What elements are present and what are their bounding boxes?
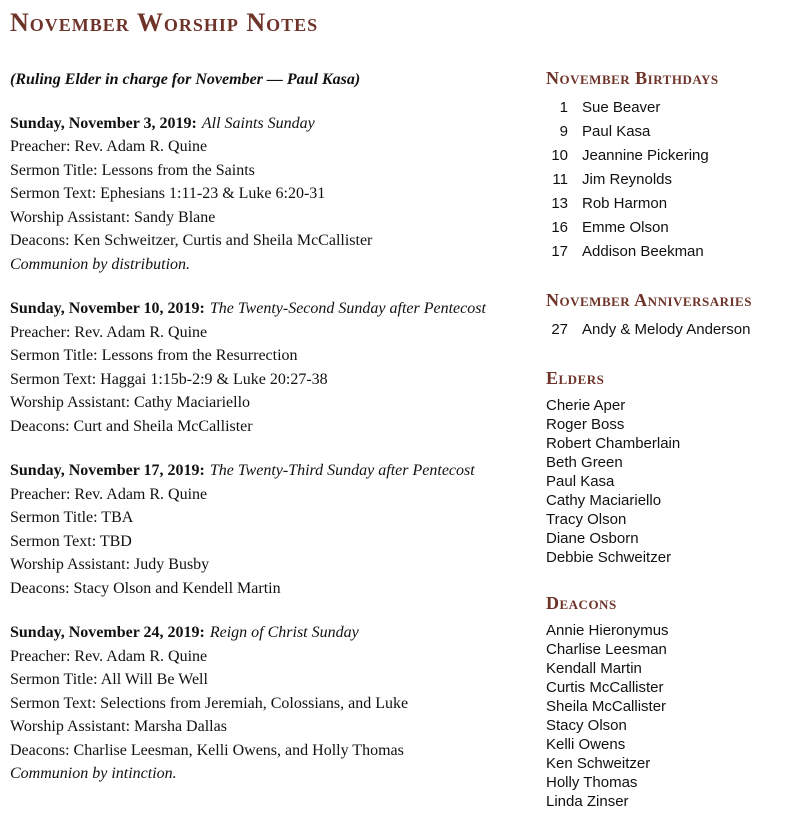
anniversary-name: Andy & Melody Anderson: [582, 321, 751, 338]
birthday-day: 16: [551, 219, 568, 236]
service-date: Sunday, November 3, 2019:: [10, 114, 197, 132]
deacons-section: [546, 593, 788, 811]
birthday-day: 1: [559, 99, 568, 116]
service-block-nov-3: [10, 112, 542, 277]
service-line-sermon-text: Sermon Text: Selections from Jeremiah, Colossians, and Luke: [10, 694, 409, 712]
deacon-name: Sheila McCallister: [546, 698, 667, 715]
elder-name: Beth Green: [546, 454, 623, 471]
elder-name: Cathy Maciariello: [546, 492, 662, 509]
service-header: [10, 297, 542, 321]
service-line-sermon-text: Sermon Text: Ephesians 1:11-23 & Luke 6:20-31: [10, 185, 326, 202]
service-line-sermon-title: Sermon Title: Lessons from the Resurrection: [10, 347, 298, 364]
deacon-name: Curtis McCallister: [546, 679, 664, 696]
service-block-nov-24: [10, 621, 542, 786]
birthday-row: [546, 192, 788, 216]
ruling-elder-note: (Ruling Elder in charge for November — Paul Kasa): [10, 71, 361, 88]
sidebar-column: [542, 68, 788, 819]
anniversaries-section: [546, 290, 788, 342]
page-title: November Worship Notes: [10, 8, 319, 37]
service-header: [10, 621, 542, 645]
elder-name: Diane Osborn: [546, 530, 639, 547]
service-line-sermon-title: Sermon Title: Lessons from the Saints: [10, 161, 255, 179]
service-title: The Twenty-Second Sunday after Pentecost: [209, 300, 486, 317]
deacon-name: Charlise Leesman: [546, 641, 667, 658]
elders-section: [546, 368, 788, 567]
communion-note: Communion by intinction.: [10, 765, 177, 782]
birthday-row: [546, 144, 788, 168]
service-date: Sunday, November 17, 2019:: [10, 462, 205, 479]
service-line-preacher: Preacher: Rev. Adam R. Quine: [10, 323, 208, 341]
birthday-day: 9: [559, 123, 568, 140]
elder-name: Robert Chamberlain: [546, 435, 681, 452]
anniversary-day: 27: [551, 321, 568, 338]
deacon-name: Linda Zinser: [546, 793, 629, 810]
birthdays-heading: November Birthdays: [546, 68, 719, 88]
birthday-row: [546, 216, 788, 240]
service-date: Sunday, November 24, 2019:: [10, 624, 205, 641]
service-line-preacher: Preacher: Rev. Adam R. Quine: [10, 647, 208, 665]
service-line-sermon-text: Sermon Text: TBD: [10, 532, 132, 550]
birthday-name: Sue Beaver: [582, 99, 661, 116]
birthday-day: 11: [552, 171, 568, 188]
elder-name: Paul Kasa: [546, 473, 615, 490]
service-block-nov-17: [10, 459, 542, 600]
deacons-heading: Deacons: [546, 593, 617, 613]
communion-note: Communion by distribution.: [10, 255, 191, 273]
service-line-sermon-title: Sermon Title: All Will Be Well: [10, 671, 208, 688]
anniversaries-heading: November Anniversaries: [546, 290, 752, 310]
birthday-name: Jeannine Pickering: [582, 147, 709, 164]
elders-heading: Elders: [546, 368, 605, 388]
birthday-row: [546, 240, 788, 264]
deacon-name: Ken Schweitzer: [546, 755, 651, 772]
service-block-nov-10: [10, 297, 542, 438]
service-header: [10, 459, 542, 483]
service-title: Reign of Christ Sunday: [209, 624, 359, 641]
deacon-name: Kelli Owens: [546, 736, 626, 753]
birthday-row: [546, 96, 788, 120]
birthday-day: 10: [551, 147, 568, 164]
service-line-worship-assistant: Worship Assistant: Judy Busby: [10, 556, 210, 573]
birthday-row: [546, 120, 788, 144]
birthday-name: Paul Kasa: [582, 123, 651, 140]
elder-name: Tracy Olson: [546, 511, 627, 528]
service-title: The Twenty-Third Sunday after Pentecost: [209, 462, 475, 479]
deacon-name: Annie Hieronymus: [546, 622, 669, 639]
birthday-name: Jim Reynolds: [582, 171, 673, 188]
service-line-worship-assistant: Worship Assistant: Cathy Maciariello: [10, 394, 251, 411]
deacon-name: Stacy Olson: [546, 717, 627, 734]
content-columns: [10, 68, 788, 819]
service-line-worship-assistant: Worship Assistant: Marsha Dallas: [10, 718, 227, 735]
service-date: Sunday, November 10, 2019:: [10, 300, 205, 317]
deacon-name: Holly Thomas: [546, 774, 638, 791]
elder-name: Debbie Schweitzer: [546, 549, 672, 566]
service-line-deacons: Deacons: Ken Schweitzer, Curtis and Sheila McCallister: [10, 232, 373, 249]
service-line-deacons: Deacons: Curt and Sheila McCallister: [10, 417, 253, 435]
birthday-day: 13: [551, 195, 568, 212]
service-line-sermon-title: Sermon Title: TBA: [10, 509, 134, 526]
service-title: All Saints Sunday: [201, 114, 315, 132]
birthday-row: [546, 168, 788, 192]
birthday-name: Rob Harmon: [582, 195, 668, 212]
birthday-day: 17: [551, 243, 568, 260]
worship-notes-column: [10, 68, 542, 807]
deacon-name: Kendall Martin: [546, 660, 642, 677]
birthday-name: Emme Olson: [582, 219, 669, 236]
service-line-deacons: Deacons: Charlise Leesman, Kelli Owens, and Holly Thomas: [10, 741, 404, 759]
service-line-preacher: Preacher: Rev. Adam R. Quine: [10, 138, 208, 155]
service-line-worship-assistant: Worship Assistant: Sandy Blane: [10, 208, 216, 226]
service-line-sermon-text: Sermon Text: Haggai 1:15b-2:9 & Luke 20:27-38: [10, 370, 328, 388]
service-line-preacher: Preacher: Rev. Adam R. Quine: [10, 485, 208, 503]
service-line-deacons: Deacons: Stacy Olson and Kendell Martin: [10, 579, 281, 597]
anniversary-row: [546, 318, 788, 342]
service-header: [10, 112, 542, 136]
birthday-name: Addison Beekman: [582, 243, 704, 260]
birthdays-section: [546, 68, 788, 264]
elder-name: Roger Boss: [546, 416, 625, 433]
elder-name: Cherie Aper: [546, 397, 626, 414]
